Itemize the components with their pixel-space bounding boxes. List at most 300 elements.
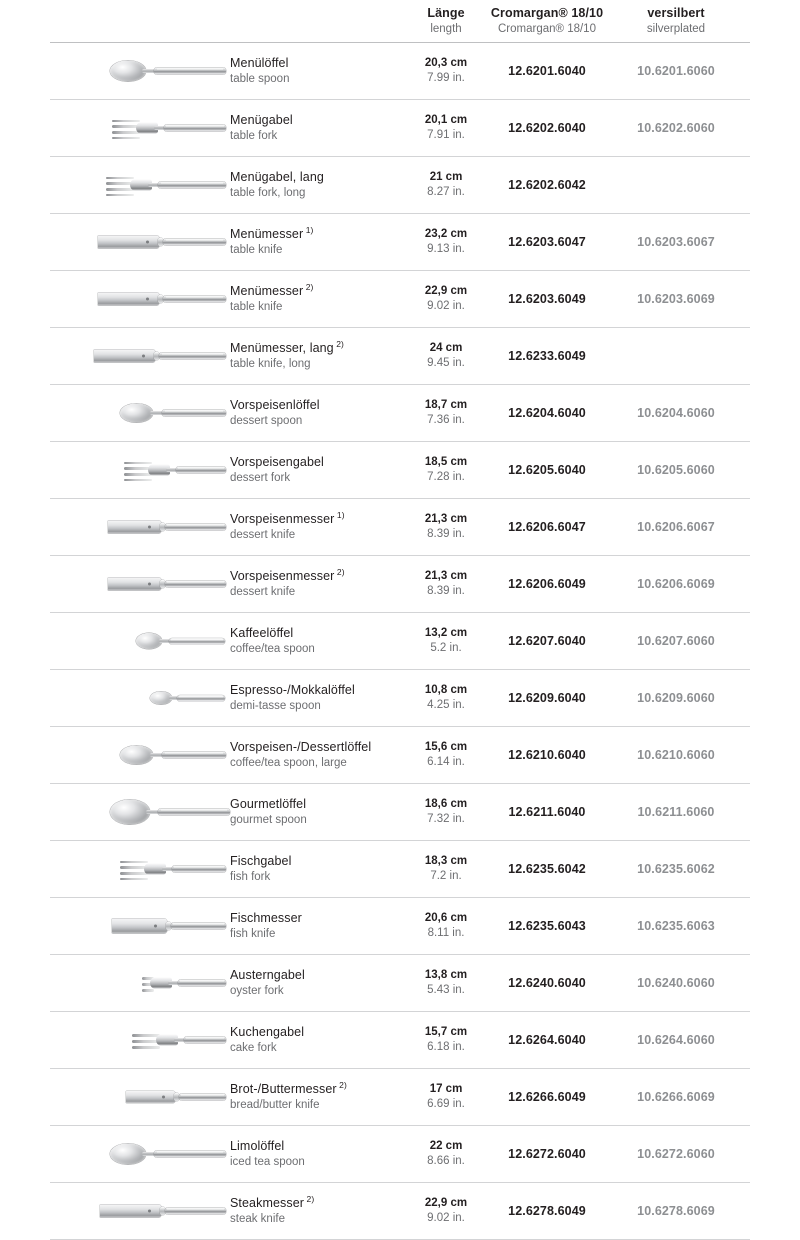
cell-length	[410, 740, 482, 770]
footnote-marker: 2)	[304, 1194, 315, 1205]
table-row[interactable]	[50, 669, 750, 726]
cell-silverplated-code: 10.6201.6060	[637, 64, 715, 78]
product-name-en: bread/butter knife	[230, 1098, 320, 1111]
fork-tine	[106, 188, 134, 191]
cell-silverplated-code: 10.6210.6060	[637, 748, 715, 762]
table-row[interactable]	[50, 270, 750, 327]
cutlery-illustration-cake-fork	[50, 1018, 230, 1062]
cell-product-image	[50, 499, 230, 555]
cell-product-image	[50, 955, 230, 1011]
cutlery-illustration-table-fork-long	[50, 163, 230, 207]
length-in: 6.14 in.	[427, 756, 465, 768]
footnote-marker: 2)	[303, 282, 314, 293]
product-name-en: dessert knife	[230, 585, 296, 598]
knife-blade	[100, 1205, 162, 1218]
cell-cromargan-code: 12.6240.6040	[508, 976, 586, 990]
cell-product-image	[50, 43, 230, 99]
cell-cromargan-code: 12.6235.6043	[508, 919, 586, 933]
table-row[interactable]	[50, 384, 750, 441]
cell-silverplated-code: 10.6278.6069	[637, 1204, 715, 1218]
length-in: 7.36 in.	[427, 414, 465, 426]
fork-tine	[112, 120, 140, 123]
spoon-bowl	[120, 404, 153, 423]
cell-silverplated-code: 10.6202.6060	[637, 121, 715, 135]
length-cm: 10,8 cm	[424, 684, 468, 697]
table-row[interactable]	[50, 783, 750, 840]
cutlery-illustration-table-spoon	[50, 49, 230, 93]
cell-length	[410, 398, 482, 428]
product-name-de: Vorspeisenmesser $^{2)}$	[230, 567, 345, 584]
cell-length	[410, 854, 482, 884]
cell-product-name	[230, 1024, 410, 1055]
cell-product-name	[230, 226, 410, 257]
header-silverplated-column	[612, 6, 740, 36]
length-cm: 21,3 cm	[424, 570, 468, 583]
cell-length	[410, 569, 482, 599]
cell-cromargan-code: 12.6205.6040	[508, 463, 586, 477]
product-name-en: cake fork	[230, 1041, 277, 1054]
fork-tine	[112, 131, 140, 134]
cell-silverplated-code: 10.6272.6060	[637, 1147, 715, 1161]
length-in: 7.32 in.	[427, 813, 465, 825]
length-cm: 20,1 cm	[424, 114, 468, 127]
handle	[163, 239, 226, 246]
handle	[172, 866, 226, 873]
product-name-en: table spoon	[230, 72, 290, 85]
table-row[interactable]	[50, 555, 750, 612]
handle	[165, 1208, 226, 1215]
table-row[interactable]	[50, 327, 750, 384]
table-row[interactable]	[50, 840, 750, 897]
fork-tine	[112, 137, 140, 140]
table-row[interactable]	[50, 441, 750, 498]
cell-silverplated-code: 10.6235.6062	[637, 862, 715, 876]
cell-product-name	[230, 397, 410, 428]
product-name-en: coffee/tea spoon, large	[230, 756, 347, 769]
cell-length	[410, 1139, 482, 1169]
fork-tine	[132, 1046, 160, 1049]
cell-product-image	[50, 157, 230, 213]
length-in: 8.39 in.	[427, 528, 465, 540]
cell-product-image	[50, 898, 230, 954]
product-name-en: dessert fork	[230, 471, 291, 484]
cell-product-name	[230, 967, 410, 998]
cell-cromargan-code: 12.6278.6049	[508, 1204, 586, 1218]
handle	[165, 581, 226, 588]
fork-head	[132, 1029, 178, 1051]
cell-cromargan-code: 12.6266.6049	[508, 1090, 586, 1104]
header-length-column	[410, 6, 482, 36]
length-cm: 21,3 cm	[424, 513, 468, 526]
cell-silverplated-code: 10.6203.6067	[637, 235, 715, 249]
cell-length	[410, 968, 482, 998]
cell-product-image	[50, 841, 230, 897]
footnote-marker: 2)	[336, 1080, 347, 1091]
knife-blade	[94, 350, 156, 363]
cell-product-name	[230, 625, 410, 656]
cell-cromargan-code: 12.6233.6049	[508, 349, 586, 363]
cutlery-illustration-fish-knife	[50, 904, 230, 948]
header-cromargan-column	[482, 6, 612, 36]
table-row[interactable]	[50, 897, 750, 954]
handle	[162, 752, 226, 759]
length-cm: 22 cm	[429, 1140, 463, 1153]
cell-cromargan-code: 12.6210.6040	[508, 748, 586, 762]
handle	[159, 353, 226, 360]
cell-product-image	[50, 271, 230, 327]
table-row[interactable]	[50, 1182, 750, 1240]
spoon-bowl	[120, 746, 153, 765]
product-name-de: Austerngabel	[230, 968, 305, 983]
cutlery-illustration-demi-tasse-spoon	[50, 676, 230, 720]
cell-length	[410, 911, 482, 941]
brand-mark	[142, 355, 145, 358]
product-name-en: iced tea spoon	[230, 1155, 305, 1168]
length-in: 8.27 in.	[427, 186, 465, 198]
cell-length	[410, 626, 482, 656]
table-row[interactable]	[50, 726, 750, 783]
cell-product-name	[230, 1081, 410, 1112]
product-name-de: Menülöffel	[230, 56, 289, 71]
cell-product-image	[50, 670, 230, 726]
cell-product-name	[230, 796, 410, 827]
cell-silverplated-code: 10.6266.6069	[637, 1090, 715, 1104]
product-name-en: table fork, long	[230, 186, 306, 199]
fork-tine	[106, 177, 134, 180]
product-name-de: Brot-/Buttermesser $^{2)}$	[230, 1080, 347, 1097]
cell-silverplated-code: 10.6264.6060	[637, 1033, 715, 1047]
cell-cromargan-code: 12.6206.6049	[508, 577, 586, 591]
fork-tine	[142, 989, 154, 992]
length-cm: 18,5 cm	[424, 456, 468, 469]
length-cm: 13,8 cm	[424, 969, 468, 982]
cell-length	[410, 797, 482, 827]
cell-length	[410, 227, 482, 257]
product-name-de: Espresso-/Mokkalöffel	[230, 683, 355, 698]
table-row[interactable]	[50, 498, 750, 555]
cell-silverplated-code: 10.6206.6067	[637, 520, 715, 534]
cutlery-illustration-butter-knife	[50, 1075, 230, 1119]
handle	[163, 296, 226, 303]
length-cm: 22,9 cm	[424, 285, 468, 298]
handle	[169, 638, 225, 644]
product-name-en: coffee/tea spoon	[230, 642, 315, 655]
table-body	[50, 42, 750, 1240]
cell-length	[410, 455, 482, 485]
length-cm: 18,3 cm	[424, 855, 468, 868]
handle	[177, 695, 225, 701]
length-cm: 18,6 cm	[424, 798, 468, 811]
cutlery-illustration-table-knife-long	[50, 334, 230, 378]
cell-product-name	[230, 682, 410, 713]
cutlery-illustration-coffee-spoon	[50, 619, 230, 663]
footnote-marker: 1)	[334, 510, 345, 521]
product-name-de: Vorspeisenlöffel	[230, 398, 320, 413]
brand-mark	[148, 526, 151, 529]
cell-cromargan-code: 12.6264.6040	[508, 1033, 586, 1047]
length-in: 8.11 in.	[427, 927, 465, 939]
cutlery-illustration-steak-knife	[50, 1189, 230, 1233]
brand-mark	[146, 241, 149, 244]
length-in: 9.02 in.	[427, 1212, 465, 1224]
cell-cromargan-code: 12.6203.6049	[508, 292, 586, 306]
product-name-de: Kaffeelöffel	[230, 626, 294, 641]
length-in: 5.43 in.	[427, 984, 465, 996]
fork-tine	[120, 861, 148, 864]
cell-silverplated-code: 10.6206.6069	[637, 577, 715, 591]
product-name-de: Fischgabel	[230, 854, 292, 869]
product-name-en: dessert spoon	[230, 414, 303, 427]
cell-cromargan-code: 12.6201.6040	[508, 64, 586, 78]
product-name-de: Menümesser $^{1)}$	[230, 225, 314, 242]
cell-product-name	[230, 283, 410, 314]
cell-length	[410, 1025, 482, 1055]
cell-product-image	[50, 442, 230, 498]
table-row[interactable]	[50, 954, 750, 1011]
cell-cromargan-code: 12.6204.6040	[508, 406, 586, 420]
product-name-de: Steakmesser $^{2)}$	[230, 1194, 315, 1211]
cell-product-name	[230, 340, 410, 371]
handle	[178, 980, 226, 987]
length-in: 7.28 in.	[427, 471, 465, 483]
table-row[interactable]	[50, 612, 750, 669]
length-in: 7.2 in.	[430, 870, 462, 882]
product-name-de: Menügabel, lang	[230, 170, 324, 185]
cell-product-image	[50, 214, 230, 270]
handle	[179, 1094, 226, 1101]
footnote-marker: 2)	[333, 339, 344, 350]
fork-tine	[124, 462, 152, 465]
cell-product-name	[230, 112, 410, 143]
product-name-en: fish fork	[230, 870, 271, 883]
length-in: 9.13 in.	[427, 243, 465, 255]
product-name-en: steak knife	[230, 1212, 285, 1225]
length-in: 9.45 in.	[427, 357, 465, 369]
table-row[interactable]	[50, 1068, 750, 1125]
cell-product-name	[230, 511, 410, 542]
spoon-bowl	[110, 61, 146, 82]
cutlery-illustration-table-knife	[50, 220, 230, 264]
cell-length	[410, 284, 482, 314]
length-cm: 17 cm	[429, 1083, 463, 1096]
cell-silverplated-code: 10.6207.6060	[637, 634, 715, 648]
header-silverplated-de: versilbert	[647, 6, 705, 20]
fork-tine	[120, 872, 148, 875]
spoon-bowl	[110, 1144, 146, 1165]
cell-length	[410, 113, 482, 143]
cutlery-illustration-fish-fork	[50, 847, 230, 891]
cell-cromargan-code: 12.6272.6040	[508, 1147, 586, 1161]
cutlery-illustration-table-knife	[50, 277, 230, 321]
fork-tine	[120, 878, 148, 881]
cell-silverplated-code: 10.6235.6063	[637, 919, 715, 933]
table-row[interactable]	[50, 156, 750, 213]
cell-product-name	[230, 568, 410, 599]
length-cm: 21 cm	[429, 171, 463, 184]
product-name-en: table knife	[230, 300, 283, 313]
cell-product-image	[50, 328, 230, 384]
cell-silverplated-code: 10.6240.6060	[637, 976, 715, 990]
cutlery-illustration-dessert-fork	[50, 448, 230, 492]
cell-silverplated-code: 10.6209.6060	[637, 691, 715, 705]
cell-product-image	[50, 556, 230, 612]
cell-cromargan-code: 12.6211.6040	[508, 805, 586, 819]
cell-product-name	[230, 1138, 410, 1169]
cell-product-name	[230, 1195, 410, 1226]
cell-cromargan-code: 12.6203.6047	[508, 235, 586, 249]
handle	[158, 809, 230, 816]
brand-mark	[146, 298, 149, 301]
product-name-de: Menümesser, lang $^{2)}$	[230, 339, 344, 356]
length-in: 6.69 in.	[427, 1098, 465, 1110]
cell-product-image	[50, 1069, 230, 1125]
product-name-en: table fork	[230, 129, 278, 142]
product-name-en: fish knife	[230, 927, 276, 940]
cell-cromargan-code: 12.6207.6040	[508, 634, 586, 648]
handle	[158, 182, 226, 189]
product-name-de: Fischmesser	[230, 911, 302, 926]
product-name-de: Vorspeisen-/Dessertlöffel	[230, 740, 372, 755]
length-cm: 20,6 cm	[424, 912, 468, 925]
product-name-de: Menügabel	[230, 113, 293, 128]
cell-length	[410, 683, 482, 713]
footnote-marker: 2)	[334, 567, 345, 578]
cell-product-image	[50, 385, 230, 441]
brand-mark	[154, 925, 157, 928]
handle	[154, 1151, 226, 1158]
knife-blade	[112, 919, 168, 934]
cell-product-image	[50, 1126, 230, 1182]
table-row[interactable]	[50, 42, 750, 99]
fork-head	[112, 117, 158, 139]
brand-mark	[148, 583, 151, 586]
length-cm: 15,6 cm	[424, 741, 468, 754]
fork-tine	[124, 473, 152, 476]
product-name-de: Gourmetlöffel	[230, 797, 307, 812]
table-row[interactable]	[50, 1011, 750, 1068]
table-row[interactable]	[50, 99, 750, 156]
handle	[164, 125, 226, 132]
cell-product-name	[230, 454, 410, 485]
handle	[162, 410, 226, 417]
cutlery-illustration-table-fork	[50, 106, 230, 150]
fork-head	[120, 858, 166, 880]
knife-blade	[98, 293, 160, 306]
cell-silverplated-code: 10.6211.6060	[637, 805, 715, 819]
cell-product-image	[50, 1012, 230, 1068]
fork-head	[106, 174, 152, 196]
brand-mark	[162, 1096, 165, 1099]
cell-cromargan-code: 12.6202.6040	[508, 121, 586, 135]
knife-blade	[126, 1091, 176, 1103]
product-name-en: dessert knife	[230, 528, 296, 541]
length-cm: 13,2 cm	[424, 627, 468, 640]
cell-cromargan-code: 12.6209.6040	[508, 691, 586, 705]
length-cm: 18,7 cm	[424, 399, 468, 412]
table-row[interactable]	[50, 1125, 750, 1182]
length-cm: 15,7 cm	[424, 1026, 468, 1039]
length-cm: 24 cm	[429, 342, 463, 355]
product-name-en: table knife, long	[230, 357, 311, 370]
cell-length	[410, 1196, 482, 1226]
length-in: 8.39 in.	[427, 585, 465, 597]
handle	[165, 524, 226, 531]
cell-product-image	[50, 727, 230, 783]
cutlery-illustration-dessert-spoon-large	[50, 733, 230, 777]
handle	[176, 467, 226, 474]
product-name-de: Kuchengabel	[230, 1025, 305, 1040]
knife-blade	[98, 236, 160, 249]
cell-product-name	[230, 910, 410, 941]
length-in: 8.66 in.	[427, 1155, 465, 1167]
header-silverplated-en: silverplated	[646, 22, 706, 35]
table-row[interactable]	[50, 213, 750, 270]
cell-product-image	[50, 1183, 230, 1239]
cell-length	[410, 512, 482, 542]
cutlery-illustration-dessert-spoon	[50, 391, 230, 435]
cell-length	[410, 1082, 482, 1112]
header-cromargan-de: Cromargan® 18/10	[490, 6, 604, 20]
knife-blade	[108, 578, 162, 591]
table-header	[50, 0, 750, 42]
length-in: 9.02 in.	[427, 300, 465, 312]
handle	[154, 68, 226, 75]
spoon-bowl	[110, 800, 150, 825]
product-name-en: demi-tasse spoon	[230, 699, 321, 712]
header-cromargan-en: Cromargan® 18/10	[498, 22, 596, 35]
header-length-de: Länge	[427, 6, 465, 20]
cell-product-image	[50, 784, 230, 840]
cell-length	[410, 341, 482, 371]
cutlery-illustration-iced-tea-spoon	[50, 1132, 230, 1176]
cell-product-name	[230, 169, 410, 200]
fork-head	[124, 459, 170, 481]
cutlery-illustration-dessert-knife	[50, 562, 230, 606]
fork-tine	[124, 479, 152, 482]
handle	[171, 923, 226, 930]
cell-product-image	[50, 613, 230, 669]
handle	[184, 1037, 226, 1044]
cutlery-illustration-dessert-knife	[50, 505, 230, 549]
length-in: 7.91 in.	[427, 129, 465, 141]
cutlery-illustration-gourmet-spoon	[50, 790, 230, 834]
product-name-en: table knife	[230, 243, 283, 256]
cell-product-name	[230, 853, 410, 884]
product-name-en: oyster fork	[230, 984, 284, 997]
length-cm: 23,2 cm	[424, 228, 468, 241]
length-in: 6.18 in.	[427, 1041, 465, 1053]
product-name-de: Vorspeisenmesser $^{1)}$	[230, 510, 345, 527]
brand-mark	[148, 1210, 151, 1213]
product-name-de: Vorspeisengabel	[230, 455, 324, 470]
cell-product-name	[230, 739, 410, 770]
cell-length	[410, 56, 482, 86]
cell-length	[410, 170, 482, 200]
cell-cromargan-code: 12.6206.6047	[508, 520, 586, 534]
length-in: 7.99 in.	[427, 72, 465, 84]
product-name-en: gourmet spoon	[230, 813, 307, 826]
cell-cromargan-code: 12.6202.6042	[508, 178, 586, 192]
length-in: 4.25 in.	[427, 699, 465, 711]
footnote-marker: 1)	[303, 225, 314, 236]
product-name-de: Menümesser $^{2)}$	[230, 282, 314, 299]
cell-silverplated-code: 10.6204.6060	[637, 406, 715, 420]
cutlery-illustration-oyster-fork	[50, 961, 230, 1005]
cell-silverplated-code: 10.6205.6060	[637, 463, 715, 477]
length-in: 5.2 in.	[430, 642, 462, 654]
cell-cromargan-code: 12.6235.6042	[508, 862, 586, 876]
header-length-en: length	[430, 22, 462, 35]
